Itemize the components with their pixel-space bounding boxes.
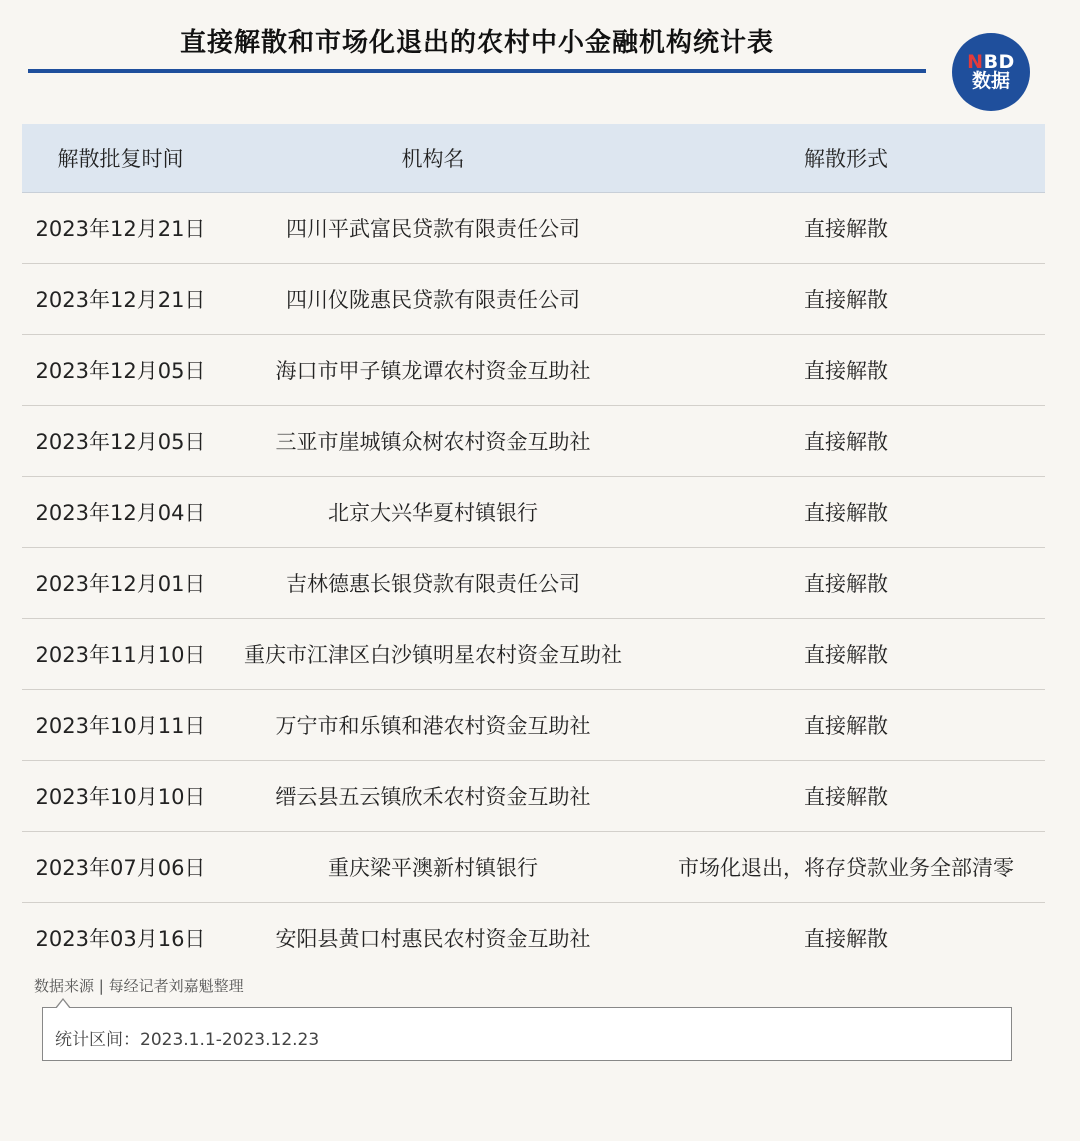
- cell-dissolution-form: 市场化退出，将存贷款业务全部清零: [678, 856, 1014, 880]
- cell-institution-name: 安阳县黄口村惠民农村资金互助社: [275, 927, 591, 951]
- cell-dissolution-form: 直接解散: [804, 217, 888, 241]
- column-header-date: 解散批复时间: [57, 147, 184, 171]
- cell-dissolution-form: 直接解散: [804, 288, 888, 312]
- cell-institution-name: 重庆梁平澳新村镇银行: [328, 856, 538, 880]
- cell-approval-date: 2023年07月06日: [35, 856, 206, 880]
- cell-approval-date: 2023年12月05日: [35, 430, 206, 454]
- cell-dissolution-form: 直接解散: [804, 785, 888, 809]
- cell-dissolution-form: 直接解散: [804, 927, 888, 951]
- cell-institution-name: 四川仪陇惠民贷款有限责任公司: [286, 288, 580, 312]
- table-row: [22, 761, 1045, 832]
- table-row: [22, 264, 1045, 335]
- cell-dissolution-form: 直接解散: [804, 501, 888, 525]
- cell-approval-date: 2023年12月05日: [35, 359, 206, 383]
- table-row: [22, 903, 1045, 973]
- table-row: [22, 406, 1045, 477]
- cell-institution-name: 吉林德惠长银贷款有限责任公司: [286, 572, 580, 596]
- table-row: [22, 477, 1045, 548]
- cell-institution-name: 海口市甲子镇龙谭农村资金互助社: [275, 359, 591, 383]
- table-row: [22, 335, 1045, 406]
- cell-approval-date: 2023年12月01日: [35, 572, 206, 596]
- cell-institution-name: 缙云县五云镇欣禾农村资金互助社: [275, 785, 591, 809]
- cell-approval-date: 2023年10月11日: [35, 714, 206, 738]
- cell-dissolution-form: 直接解散: [804, 359, 888, 383]
- table-header-row: [22, 124, 1045, 193]
- cell-institution-name: 万宁市和乐镇和港农村资金互助社: [275, 714, 591, 738]
- page-title: 直接解散和市场化退出的农村中小金融机构统计表: [179, 28, 774, 58]
- logo-letters-bd: BD: [983, 50, 1015, 73]
- statistics-table: [22, 124, 1045, 973]
- cell-dissolution-form: 直接解散: [804, 714, 888, 738]
- note-box: [42, 1007, 1012, 1061]
- column-header-institution: 机构名: [401, 147, 465, 171]
- table-row: [22, 690, 1045, 761]
- cell-approval-date: 2023年11月10日: [35, 643, 206, 667]
- logo-letter-n: N: [967, 50, 984, 73]
- cell-institution-name: 重庆市江津区白沙镇明星农村资金互助社: [244, 643, 622, 667]
- cell-approval-date: 2023年12月04日: [35, 501, 206, 525]
- table-row: [22, 832, 1045, 903]
- cell-institution-name: 四川平武富民贷款有限责任公司: [286, 217, 580, 241]
- cell-dissolution-form: 直接解散: [804, 572, 888, 596]
- nbd-logo-icon: [952, 33, 1030, 111]
- statistics-period: 统计区间：2023.1.1-2023.12.23: [55, 1030, 320, 1050]
- title-underline: [28, 69, 926, 73]
- cell-approval-date: 2023年12月21日: [35, 288, 206, 312]
- table-row: [22, 193, 1045, 264]
- table-body: [22, 193, 1045, 973]
- cell-institution-name: 三亚市崖城镇众树农村资金互助社: [275, 430, 591, 454]
- column-header-dissolution-form: 解散形式: [804, 147, 888, 171]
- data-source: 数据来源 | 每经记者刘嘉魁整理: [34, 977, 244, 995]
- table-row: [22, 548, 1045, 619]
- cell-approval-date: 2023年12月21日: [35, 217, 206, 241]
- cell-dissolution-form: 直接解散: [804, 430, 888, 454]
- logo-bottom-text: 数据: [971, 70, 1010, 92]
- cell-approval-date: 2023年03月16日: [35, 927, 206, 951]
- table-row: [22, 619, 1045, 690]
- cell-approval-date: 2023年10月10日: [35, 785, 206, 809]
- cell-institution-name: 北京大兴华夏村镇银行: [328, 501, 538, 525]
- cell-dissolution-form: 直接解散: [804, 643, 888, 667]
